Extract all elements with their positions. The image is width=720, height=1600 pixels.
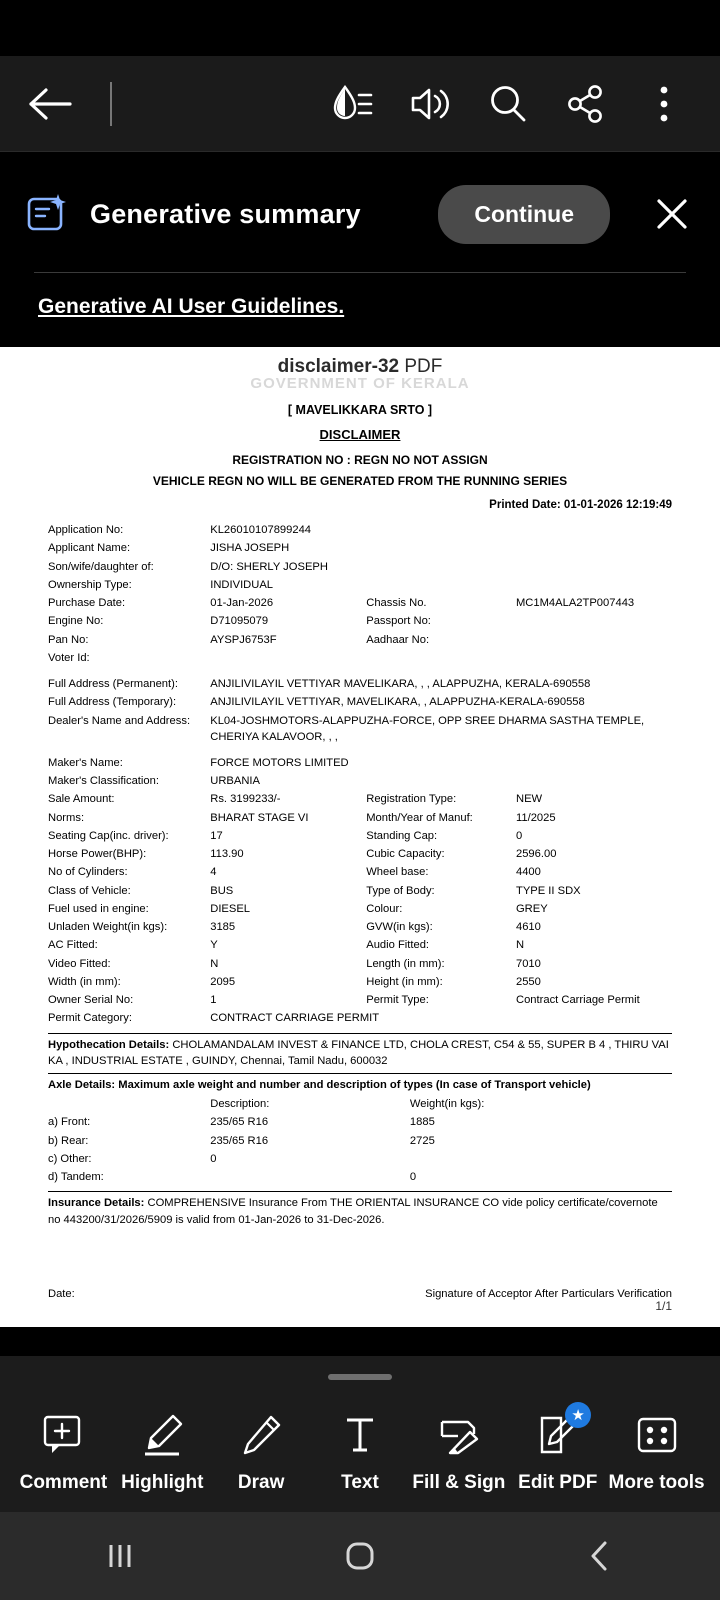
close-icon[interactable]: [648, 190, 696, 238]
table-row: [48, 973, 672, 991]
tool-more-tools[interactable]: [607, 1406, 706, 1494]
axle-description: 235/65 R16: [210, 1116, 269, 1129]
system-nav-bar: [0, 1512, 720, 1600]
field-value: 7010: [515, 957, 541, 970]
field-value: 4: [210, 866, 217, 879]
premium-star-badge: ★: [565, 1402, 591, 1428]
field-value: INDIVIDUAL: [210, 578, 274, 591]
file-name-overlay: [0, 353, 720, 381]
field-label: Application No:: [48, 524, 124, 537]
table-row: [48, 1009, 672, 1027]
table-row: [48, 1132, 672, 1150]
page-indicator: 1/1: [655, 1299, 672, 1313]
field-value: 4610: [515, 921, 541, 934]
field-value: DIESEL: [210, 902, 251, 915]
field-label: Video Fitted:: [48, 957, 111, 970]
table-row: [48, 754, 672, 772]
field-label: Owner Serial No:: [48, 994, 134, 1007]
share-icon[interactable]: [554, 72, 618, 136]
field-label: Full Address (Temporary):: [48, 696, 177, 709]
tool-text[interactable]: [311, 1406, 410, 1494]
axle-weight: 0: [409, 1171, 417, 1184]
table-row: [48, 649, 672, 667]
table-row: [48, 594, 672, 612]
table-row: [48, 809, 672, 827]
pdf-page: [0, 347, 720, 1397]
tool-draw[interactable]: [212, 1406, 311, 1494]
contrast-read-icon[interactable]: [320, 72, 384, 136]
bottom-toolbar: [0, 1356, 720, 1600]
field-label: Maker's Name:: [48, 756, 123, 769]
field-label: Length (in mm):: [366, 957, 445, 970]
insurance-value: COMPREHENSIVE Insurance From THE ORIENTAL INSURANCE CO vide policy certificate/covernote no 443200/31/2026/5909 is valid from 01-Jan-2026 to 31-Dec-2026.: [48, 1197, 658, 1226]
field-label: Colour:: [366, 902, 403, 915]
edit-pdf-icon: [508, 1406, 607, 1464]
field-label: GVW(in kgs):: [366, 921, 433, 934]
axle-description: [210, 1168, 410, 1186]
insurance-details: [48, 1191, 672, 1227]
field-label: Engine No:: [48, 615, 104, 628]
generative-ai-guidelines-link[interactable]: Generative AI User Guidelines.: [38, 295, 345, 318]
date-label: Date:: [48, 1287, 75, 1300]
document-title: DISCLAIMER: [319, 426, 401, 442]
text-tool-icon: [311, 1406, 410, 1464]
field-label: Seating Cap(inc. driver):: [48, 829, 169, 842]
table-row: [48, 882, 672, 900]
field-label: [366, 649, 516, 667]
field-value: [516, 772, 672, 790]
tool-fill-sign[interactable]: [409, 1406, 508, 1494]
tool-list: [0, 1380, 720, 1512]
generative-summary-banner: [0, 152, 720, 347]
registration-no-line: REGISTRATION NO : REGN NO NOT ASSIGN: [232, 452, 488, 467]
field-label: Full Address (Permanent):: [48, 678, 178, 691]
field-value: [516, 649, 672, 667]
more-tools-grid-icon: [607, 1406, 706, 1464]
field-label: Pan No:: [48, 633, 89, 646]
table-row: [48, 790, 672, 808]
continue-button[interactable]: Continue: [438, 185, 610, 244]
status-bar: [0, 0, 720, 56]
axle-weight: 2725: [409, 1134, 435, 1147]
field-label: Permit Type:: [366, 994, 429, 1007]
read-aloud-icon[interactable]: [398, 72, 462, 136]
hypothecation-label: Hypothecation Details:: [48, 1038, 170, 1051]
axle-weight-header: Weight(in kgs):: [409, 1098, 485, 1111]
address-table: [48, 675, 672, 746]
table-row: [48, 693, 672, 711]
search-icon[interactable]: [476, 72, 540, 136]
field-value: GREY: [515, 902, 548, 915]
tool-label: More tools: [608, 1472, 705, 1493]
field-value: BUS: [210, 884, 234, 897]
field-value: [516, 576, 672, 594]
field-value: 0: [515, 829, 523, 842]
table-row: [48, 539, 672, 557]
field-label: Standing Cap:: [366, 829, 438, 842]
page-watermark: GOVERNMENT OF KERALA: [250, 375, 470, 392]
table-row: [48, 827, 672, 845]
axle-details-heading: Axle Details: Maximum axle weight and number and description of types (In case of Transport vehicle): [48, 1073, 672, 1093]
vehicle-fields-table: [48, 754, 672, 1028]
field-value: D/O: SHERLY JOSEPH: [210, 560, 328, 573]
field-value: JISHA JOSEPH: [210, 542, 290, 555]
field-label: Sale Amount:: [48, 793, 115, 806]
field-label: [366, 772, 516, 790]
field-label: Maker's Classification:: [48, 775, 159, 788]
table-row: [48, 576, 672, 594]
field-value: URBANIA: [210, 775, 260, 788]
table-row: [48, 955, 672, 973]
hypothecation-details: [48, 1033, 672, 1069]
field-label: Voter Id:: [48, 651, 90, 664]
field-value: 113.90: [210, 848, 244, 861]
back-arrow-icon[interactable]: [24, 78, 76, 130]
table-row: [48, 631, 672, 649]
table-row: [48, 863, 672, 881]
field-label: Month/Year of Manuf:: [366, 811, 473, 824]
running-series-line: VEHICLE REGN NO WILL BE GENERATED FROM THE RUNNING SERIES: [152, 474, 568, 489]
field-label: Wheel base:: [366, 866, 429, 879]
table-row: [48, 712, 672, 746]
field-label: Permit Category:: [48, 1012, 132, 1025]
field-label: Son/wife/daughter of:: [48, 560, 154, 573]
axle-weight: [410, 1150, 672, 1168]
insurance-label: Insurance Details:: [48, 1197, 145, 1210]
field-label: Width (in mm):: [48, 975, 121, 988]
tool-label: Comment: [19, 1472, 108, 1493]
table-row: [48, 1168, 672, 1186]
field-value: ANJILIVILAYIL VETTIYAR MAVELIKARA, , , ALAPPUZHA, KERALA-690558: [210, 678, 591, 691]
field-value: ANJILIVILAYIL VETTIYAR, MAVELIKARA, , ALAPPUZHA-KERALA-690558: [210, 696, 585, 709]
table-row: [48, 521, 672, 539]
field-value: 2596.00: [515, 848, 557, 861]
field-value: [516, 631, 672, 649]
field-value: [516, 612, 672, 630]
signature-row: [48, 1286, 672, 1302]
tool-label: Highlight: [121, 1472, 204, 1493]
field-value: 4400: [515, 866, 541, 879]
field-value: KL26010107899244: [210, 524, 312, 537]
tool-label: Draw: [237, 1472, 285, 1493]
table-row: [48, 558, 672, 576]
field-value: NEW: [515, 793, 543, 806]
table-row: [48, 1150, 672, 1168]
axle-name: d) Tandem:: [48, 1171, 104, 1184]
field-value: [516, 521, 672, 539]
field-label: Registration Type:: [366, 793, 457, 806]
axle-name: a) Front:: [48, 1116, 91, 1129]
field-value: Contract Carriage Permit: [515, 994, 640, 1007]
field-value: Y: [210, 939, 218, 952]
applicant-fields-table: [48, 521, 672, 667]
field-label: Height (in mm):: [366, 975, 443, 988]
tool-label: Text: [341, 1472, 379, 1493]
table-row: [48, 675, 672, 693]
recents-icon[interactable]: [60, 1512, 180, 1600]
field-label: [366, 754, 516, 772]
tool-label: Fill & Sign: [412, 1472, 506, 1493]
axle-description: 235/65 R16: [210, 1134, 269, 1147]
field-value: [210, 649, 366, 667]
fill-sign-icon: [409, 1406, 508, 1464]
axle-name: b) Rear:: [48, 1134, 89, 1147]
field-label: Norms:: [48, 811, 85, 824]
table-row: [48, 936, 672, 954]
field-label: Applicant Name:: [48, 542, 131, 555]
overflow-menu-icon[interactable]: [632, 72, 696, 136]
highlight-marker-icon: [113, 1406, 212, 1464]
field-value: 1: [210, 994, 217, 1007]
field-value: TYPE II SDX: [515, 884, 581, 897]
comment-add-icon: [14, 1406, 113, 1464]
field-label: [366, 521, 516, 539]
field-value: 3185: [210, 921, 236, 934]
generative-summary-row: [24, 174, 696, 254]
field-value: FORCE MOTORS LIMITED: [210, 756, 349, 769]
table-row: [48, 772, 672, 790]
table-row: [48, 845, 672, 863]
field-value: Rs. 3199233/-: [210, 793, 281, 806]
field-value: [516, 558, 672, 576]
axle-description-header: Description:: [210, 1098, 270, 1111]
field-value: 2095: [210, 975, 236, 988]
axle-details-table: [48, 1095, 672, 1186]
ai-sparkle-icon: [24, 191, 70, 237]
field-value: BHARAT STAGE VI: [210, 811, 309, 824]
field-value: D71095079: [210, 615, 269, 628]
field-label: Aadhaar No:: [366, 633, 430, 646]
field-label: [366, 539, 516, 557]
field-value: KL04-JOSHMOTORS-ALAPPUZHA-FORCE, OPP SREE DHARMA SASTHA TEMPLE, CHERIYA KALAVOOR, , ,: [210, 714, 645, 743]
table-row: [48, 918, 672, 936]
field-value: CONTRACT CARRIAGE PERMIT: [210, 1012, 380, 1025]
file-type-text: PDF: [404, 356, 443, 377]
field-label: AC Fitted:: [48, 939, 98, 952]
field-label: Horse Power(BHP):: [48, 848, 147, 861]
field-label: Unladen Weight(in kgs):: [48, 921, 168, 934]
field-value: 01-Jan-2026: [210, 597, 274, 610]
pdf-viewer[interactable]: [0, 347, 720, 1327]
field-label: No of Cylinders:: [48, 866, 128, 879]
field-label: Passport No:: [366, 615, 431, 628]
printed-date: Printed Date: 01-01-2026 12:19:49: [489, 498, 672, 511]
field-value: N: [515, 939, 525, 952]
field-value: 17: [210, 829, 223, 842]
field-label: Fuel used in engine:: [48, 902, 149, 915]
field-label: Class of Vehicle:: [48, 884, 131, 897]
hypothecation-value: CHOLAMANDALAM INVEST & FINANCE LTD, CHOLA CREST, C54 & 55, SUPER B 4 , THIRU VAI KA , INDUSTRIAL ESTATE , GUINDY, Chennai, Tamil Nadu, 600032: [48, 1038, 669, 1067]
home-icon[interactable]: [300, 1512, 420, 1600]
table-row: [48, 1113, 672, 1131]
field-value: 11/2025: [515, 811, 556, 824]
field-value: AYSPJ6753F: [210, 633, 277, 646]
field-label: Dealer's Name and Address:: [48, 714, 191, 727]
field-label: Audio Fitted:: [366, 939, 430, 952]
tool-label: Edit PDF: [518, 1472, 598, 1493]
tool-edit-pdf[interactable]: [508, 1406, 607, 1494]
table-header-row: [48, 1095, 672, 1113]
appbar-divider: [110, 82, 112, 126]
field-label: Chassis No.: [366, 597, 427, 610]
office-name: [ MAVELIKKARA SRTO ]: [287, 402, 433, 417]
field-value: [516, 754, 672, 772]
draw-pen-icon: [212, 1406, 311, 1464]
generative-summary-title: Generative summary: [90, 198, 361, 229]
field-label: Type of Body:: [366, 884, 435, 897]
tool-highlight[interactable]: [113, 1406, 212, 1494]
axle-name-header: [48, 1095, 210, 1113]
field-value: N: [210, 957, 219, 970]
field-label: Purchase Date:: [48, 597, 126, 610]
nav-back-icon[interactable]: [540, 1512, 660, 1600]
field-value: [516, 539, 672, 557]
axle-name: c) Other:: [48, 1152, 92, 1165]
table-row: [48, 612, 672, 630]
field-label: Ownership Type:: [48, 578, 132, 591]
signature-label: Signature of Acceptor After Particulars Verification: [425, 1287, 672, 1300]
axle-description: 0: [210, 1152, 217, 1165]
file-name-text: disclaimer-32: [277, 356, 400, 377]
field-label: Cubic Capacity:: [366, 848, 445, 861]
field-label: [366, 558, 516, 576]
field-label: [366, 576, 516, 594]
field-value: 2550: [515, 975, 541, 988]
top-app-bar: [0, 56, 720, 152]
tool-comment[interactable]: [14, 1406, 113, 1494]
table-row: [48, 991, 672, 1009]
table-row: [48, 900, 672, 918]
field-value: MC1M4ALA2TP007443: [515, 597, 635, 610]
axle-weight: 1885: [409, 1116, 435, 1129]
